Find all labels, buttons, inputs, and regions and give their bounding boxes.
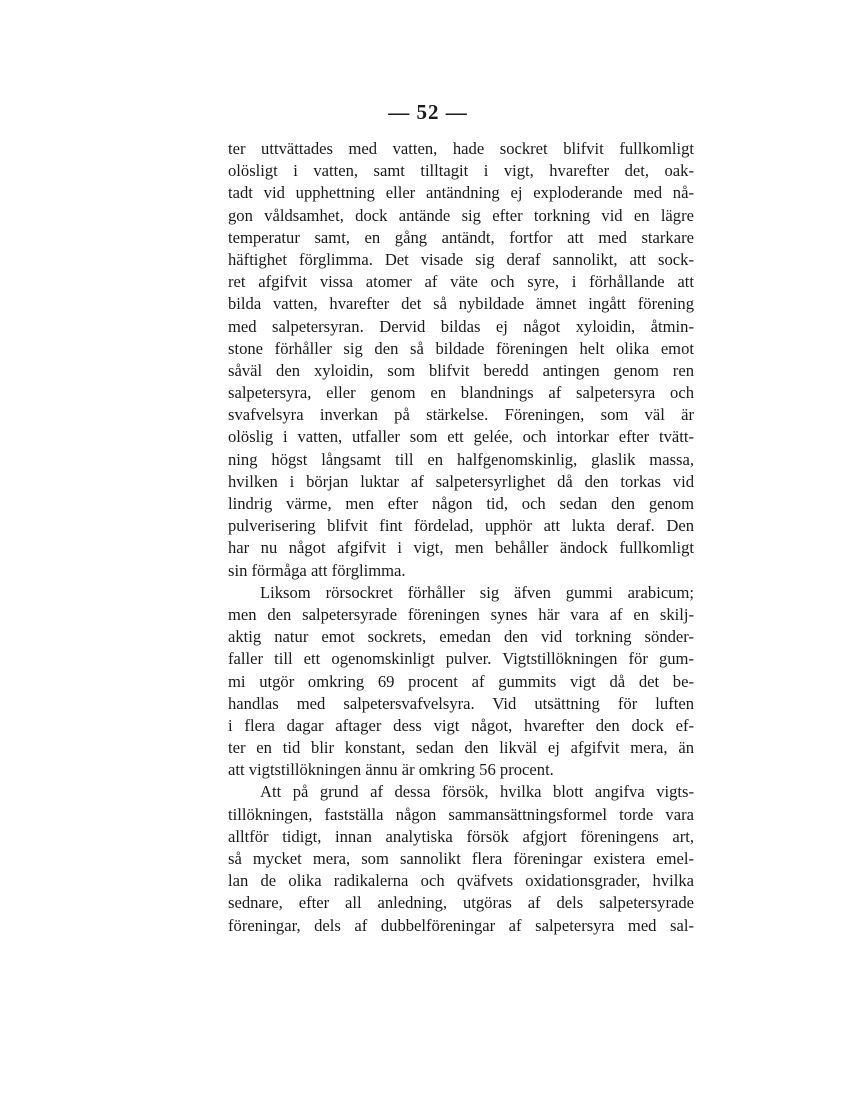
text-line: olöslig i vatten, utfaller som ett gelée, och intorkar efter tvätt- <box>228 427 694 447</box>
text-line: häftighet förglimma. Det visade sig deraf sannolikt, att sock- <box>228 249 694 269</box>
text-line: alltför tidigt, innan analytiska försök afgjort föreningens art, <box>228 826 694 846</box>
text-line: såväl den xyloidin, som blifvit beredd antingen genom ren <box>228 360 694 380</box>
text-line: men den salpetersyrade föreningen synes här vara af en skilj- <box>228 604 694 624</box>
text-line: pulverisering blifvit fint fördelad, upphör att lukta deraf. Den <box>228 516 694 536</box>
text-line: Att på grund af dessa försök, hvilka blott angifva vigts- <box>260 782 694 802</box>
text-line: stone förhåller sig den så bildade föreningen helt olika emot <box>228 338 694 358</box>
text-line: sin förmåga att förglimma. <box>228 560 406 580</box>
text-line: lan de olika radikalerna och qväfvets oxidationsgrader, hvilka <box>228 871 694 891</box>
body-text <box>228 138 694 937</box>
text-line: mi utgör omkring 69 procent af gummits vigt då det be- <box>228 671 694 691</box>
text-line: i flera dagar aftager dess vigt något, hvarefter den dock ef- <box>228 715 694 735</box>
text-line: olösligt i vatten, samt tilltagit i vigt, hvarefter det, oak- <box>228 161 694 181</box>
text-line: faller till ett ogenomskinligt pulver. Vigtstillökningen för gum- <box>228 649 694 669</box>
text-line: ning högst långsamt till en halfgenomskinlig, glaslik massa, <box>228 449 694 469</box>
text-line: att vigtstillökningen ännu är omkring 56 procent. <box>228 760 554 780</box>
text-line: svafvelsyra inverkan på stärkelse. Föreningen, som väl är <box>228 405 694 425</box>
text-line: aktig natur emot sockrets, emedan den vid torkning sönder- <box>228 627 694 647</box>
text-line: gon våldsamhet, dock antände sig efter torkning vid en lägre <box>228 205 694 225</box>
text-line: ret afgifvit vissa atomer af väte och syre, i förhållande att <box>228 272 694 292</box>
text-line: med salpetersyran. Dervid bildas ej något xyloidin, åtmin- <box>228 316 694 336</box>
text-line: så mycket mera, som sannolikt flera föreningar existera emel- <box>228 849 694 868</box>
text-line: temperatur samt, en gång antändt, fortfor att med starkare <box>228 227 694 247</box>
text-line: lindrig värme, men efter någon tid, och sedan den genom <box>228 494 694 513</box>
text-line: hvilken i början luktar af salpetersyrlighet då den torkas vid <box>228 471 694 491</box>
text-line: har nu något afgifvit i vigt, men behåller ändock fullkomligt <box>228 538 694 558</box>
text-line: ter uttvättades med vatten, hade sockret blifvit fullkomligt <box>228 139 694 158</box>
text-line: sednare, efter all anledning, utgöras af dels salpetersyrade <box>228 893 694 913</box>
text-line: bilda vatten, hvarefter det så nybildade ämnet ingått förening <box>228 294 694 314</box>
text-line: tillökningen, fastställa någon sammansättningsformel torde vara <box>228 804 694 824</box>
text-line: ter en tid blir konstant, sedan den likväl ej afgifvit mera, än <box>228 738 694 758</box>
text-line: föreningar, dels af dubbelföreningar af salpetersyra med sal- <box>228 915 694 935</box>
text-line: salpetersyra, eller genom en blandnings af salpetersyra och <box>228 383 694 403</box>
text-line: Liksom rörsockret förhåller sig äfven gummi arabicum; <box>260 582 694 602</box>
text-line: tadt vid upphettning eller antändning ej exploderande med nå- <box>228 183 694 203</box>
text-line: handlas med salpetersvafvelsyra. Vid utsättning för luften <box>228 693 694 713</box>
page-number: — 52 — <box>388 100 468 124</box>
